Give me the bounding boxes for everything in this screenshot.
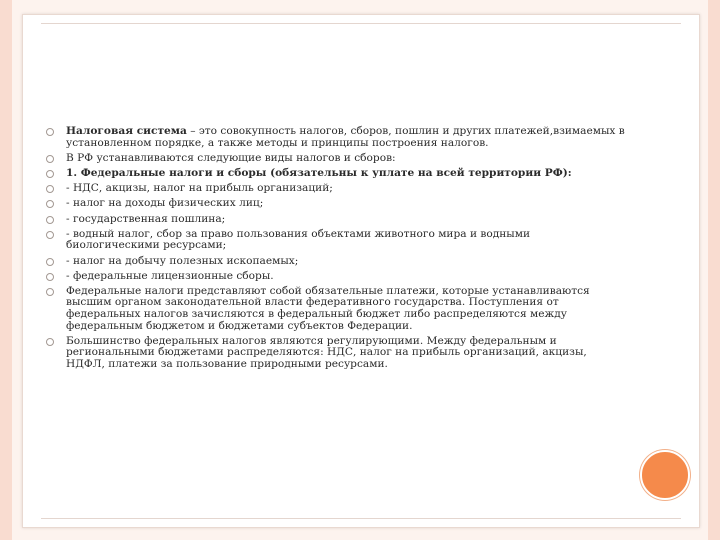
item-text: - налог на добычу полезных ископаемых; bbox=[66, 254, 299, 267]
item-text: - государственная пошлина; bbox=[66, 212, 226, 225]
item-text: - федеральные лицензионные сборы. bbox=[66, 269, 274, 282]
bullet-circle-icon bbox=[46, 288, 54, 296]
item-text: - водный налог, сбор за право пользования объектами животного мира и водными биологическими ресурсами; bbox=[66, 227, 531, 252]
item-text: В РФ устанавливаются следующие виды налогов и сборов: bbox=[66, 151, 396, 164]
bullet-circle-icon bbox=[46, 338, 54, 346]
bullet-circle-icon bbox=[46, 216, 54, 224]
bullet-circle-icon bbox=[46, 231, 54, 239]
item-text: - налог на доходы физических лиц; bbox=[66, 197, 264, 210]
list-item bbox=[46, 126, 626, 149]
orange-circle-decor bbox=[640, 450, 690, 500]
bullet-circle-icon bbox=[46, 185, 54, 193]
list-item bbox=[46, 153, 626, 165]
item-bold: 1. Федеральные налоги и сборы (обязательны к уплате на всей территории РФ): bbox=[66, 166, 572, 179]
list-item bbox=[46, 198, 626, 210]
item-bold: Налоговая система bbox=[66, 125, 187, 137]
bottom-divider bbox=[41, 518, 681, 519]
bullet-circle-icon bbox=[46, 258, 54, 266]
list-item bbox=[46, 286, 626, 332]
list-item bbox=[46, 168, 626, 180]
bullet-circle-icon bbox=[46, 200, 54, 208]
item-text: - НДС, акцизы, налог на прибыль организаций; bbox=[66, 182, 333, 195]
bullet-circle-icon bbox=[46, 170, 54, 178]
bullet-list bbox=[46, 126, 626, 374]
top-divider bbox=[41, 23, 681, 24]
item-text: Федеральные налоги представляют собой обязательные платежи, которые устанавливаются высшим органом законодательной власти федеративного государства. Поступления от федеральных налогов зачисляются в федеральный бюджет либо распределяются между федеральным бюджетом и бюджетами субъектов Федерации. bbox=[66, 284, 590, 332]
list-item bbox=[46, 271, 626, 283]
bullet-circle-icon bbox=[46, 155, 54, 163]
list-item bbox=[46, 214, 626, 226]
item-text: Большинство федеральных налогов являются регулирующими. Между федеральным и региональными бюджетами распределяются: НДС, налог на прибыль организаций, акцизы, НДФЛ, платежи за пользование природными ресурсами. bbox=[66, 334, 587, 371]
list-item bbox=[46, 229, 626, 252]
list-item bbox=[46, 256, 626, 268]
list-item bbox=[46, 336, 626, 371]
left-decor-band bbox=[0, 0, 12, 540]
bullet-circle-icon bbox=[46, 273, 54, 281]
bullet-circle-icon bbox=[46, 128, 54, 136]
right-decor-band bbox=[708, 0, 720, 540]
item-text: – это совокупность налогов, сборов, пошлин и других платежей,взимаемых в установленном порядке, а также методы и принципы построения налогов. bbox=[66, 125, 625, 149]
list-item bbox=[46, 183, 626, 195]
